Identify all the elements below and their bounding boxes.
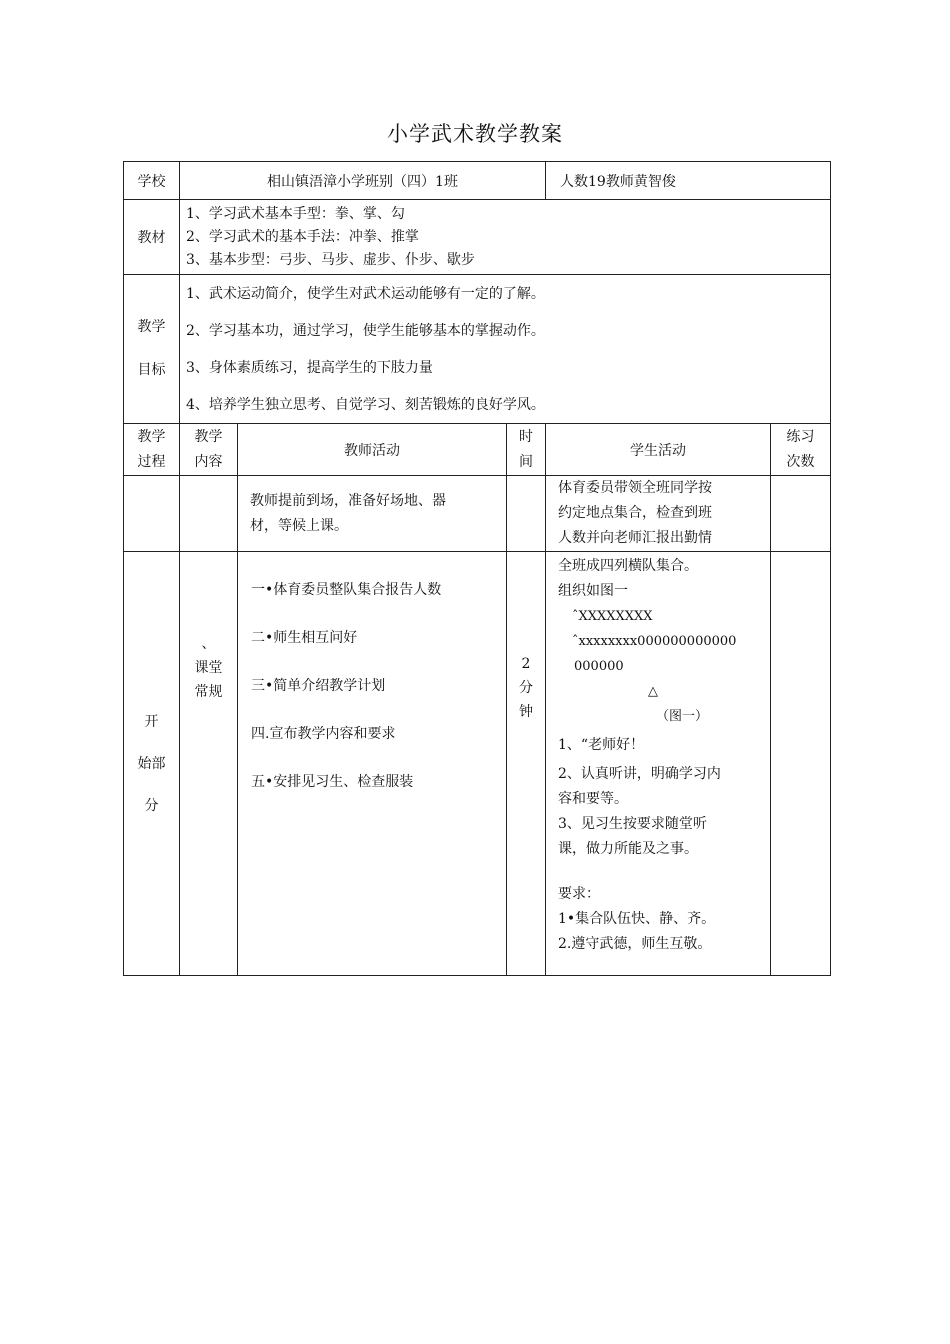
column-header-row xyxy=(124,424,831,476)
school-value: 相山镇浯漳小学班别（四）1班 xyxy=(180,162,546,200)
requirement-item: 1•集合队伍快、静、齐。 xyxy=(558,911,716,927)
formation-row: ˆXXXXXXXX xyxy=(572,609,653,624)
student-line: 3、见习生按要求随堂听 xyxy=(558,816,707,832)
teacher-position-icon: △ xyxy=(648,684,659,699)
start-content-cell xyxy=(180,552,238,976)
col-process-line: 教学 xyxy=(137,428,166,445)
col-content-line: 教学 xyxy=(194,428,223,445)
prep-practice-cell xyxy=(771,476,831,552)
school-label: 学校 xyxy=(124,162,180,200)
formation-row: 000000 xyxy=(574,659,624,674)
goals-row xyxy=(124,275,831,424)
start-section-row xyxy=(124,552,831,976)
materials-row xyxy=(124,200,831,275)
prep-content-cell xyxy=(180,476,238,552)
requirement-item: 2.遵守武德，师生互敬。 xyxy=(558,936,712,952)
start-time-line: 分 xyxy=(519,680,533,696)
prep-time-cell xyxy=(507,476,546,552)
col-practice xyxy=(771,424,831,476)
start-content-line: 课堂 xyxy=(194,660,223,676)
col-process-line: 过程 xyxy=(137,453,166,470)
prep-student-cell xyxy=(546,476,771,552)
col-process xyxy=(124,424,180,476)
col-content-line: 内容 xyxy=(194,453,223,470)
prep-teacher-line: 教师提前到场，准备好场地、器 xyxy=(250,492,446,509)
goal-item: 4、培养学生独立思考、自觉学习、刻苦锻炼的良好学风。 xyxy=(186,396,545,413)
start-student-cell xyxy=(546,552,771,976)
prep-teacher-line: 材，等候上课。 xyxy=(250,517,348,534)
student-line: 容和要等。 xyxy=(558,791,629,807)
col-practice-line: 练习 xyxy=(786,428,815,445)
start-content-line: 常规 xyxy=(194,684,223,700)
goal-item: 2、学习基本功，通过学习，使学生能够基本的掌握动作。 xyxy=(186,322,545,339)
start-time-cell xyxy=(507,552,546,976)
student-line: 组织如图一 xyxy=(558,583,629,599)
teacher-step-item: 二•师生相互问好 xyxy=(251,630,358,646)
student-line: 1、“老师好！ xyxy=(558,737,645,753)
materials-list xyxy=(180,200,831,275)
col-time xyxy=(507,424,546,476)
col-teacher: 教师活动 xyxy=(238,424,507,476)
goal-item: 1、武术运动简介，使学生对武术运动能够有一定的了解。 xyxy=(186,285,545,302)
prep-student-line: 体育委员带领全班同学按 xyxy=(558,480,713,496)
goals-label xyxy=(124,275,180,424)
prep-student-line: 人数并向老师汇报出勤情 xyxy=(558,530,713,546)
prep-row xyxy=(124,476,831,552)
prep-process-cell xyxy=(124,476,180,552)
formation-row: ˆxxxxxxxx000000000000 xyxy=(572,634,737,649)
student-line: 2、认真听讲，明确学习内 xyxy=(558,766,721,782)
formation-caption: （图一） xyxy=(656,709,709,724)
start-process-cell xyxy=(124,552,180,976)
col-practice-line: 次数 xyxy=(786,453,815,470)
materials-item: 1、学习武术基本手型：拳、掌、勾 xyxy=(186,205,405,222)
col-content xyxy=(180,424,238,476)
start-time-line: 钟 xyxy=(519,704,533,720)
col-student: 学生活动 xyxy=(546,424,771,476)
teacher-step-item: 四.宣布教学内容和要求 xyxy=(251,726,396,742)
lesson-plan-table xyxy=(123,161,831,976)
page-title: 小学武术教学教案 xyxy=(387,122,563,146)
teacher-step-item: 一•体育委员整队集合报告人数 xyxy=(251,582,442,598)
start-process-line: 始部 xyxy=(137,755,166,772)
school-row xyxy=(124,162,831,200)
start-content-line: 、 xyxy=(201,636,216,652)
student-line: 全班成四列横队集合。 xyxy=(558,558,699,574)
materials-label: 教材 xyxy=(124,200,180,275)
count-teacher: 人数19教师黄智俊 xyxy=(546,162,831,200)
student-line: 课，做力所能及之事。 xyxy=(558,841,699,857)
goals-label-line: 教学 xyxy=(137,319,166,335)
col-time-line: 间 xyxy=(519,453,533,470)
start-time-line: 2 xyxy=(521,656,531,672)
prep-teacher-cell xyxy=(238,476,507,552)
goal-item: 3、身体素质练习，提高学生的下肢力量 xyxy=(186,359,433,376)
start-teacher-cell xyxy=(238,552,507,976)
requirements-label: 要求： xyxy=(558,886,601,902)
goals-label-line: 目标 xyxy=(137,362,166,378)
teacher-step-item: 三•简单介绍教学计划 xyxy=(251,678,386,694)
start-process-line: 开 xyxy=(144,713,159,730)
materials-item: 2、学习武术的基本手法：冲拳、推掌 xyxy=(186,228,419,245)
materials-item: 3、基本步型：弓步、马步、虚步、仆步、歇步 xyxy=(186,251,475,268)
prep-student-line: 约定地点集合，检查到班 xyxy=(558,505,713,521)
goals-list xyxy=(180,275,831,424)
formation-diagram xyxy=(558,604,770,729)
col-time-line: 时 xyxy=(519,428,533,445)
start-practice-cell xyxy=(771,552,831,976)
teacher-step-item: 五•安排见习生、检查服装 xyxy=(251,774,414,790)
start-process-line: 分 xyxy=(144,797,159,814)
